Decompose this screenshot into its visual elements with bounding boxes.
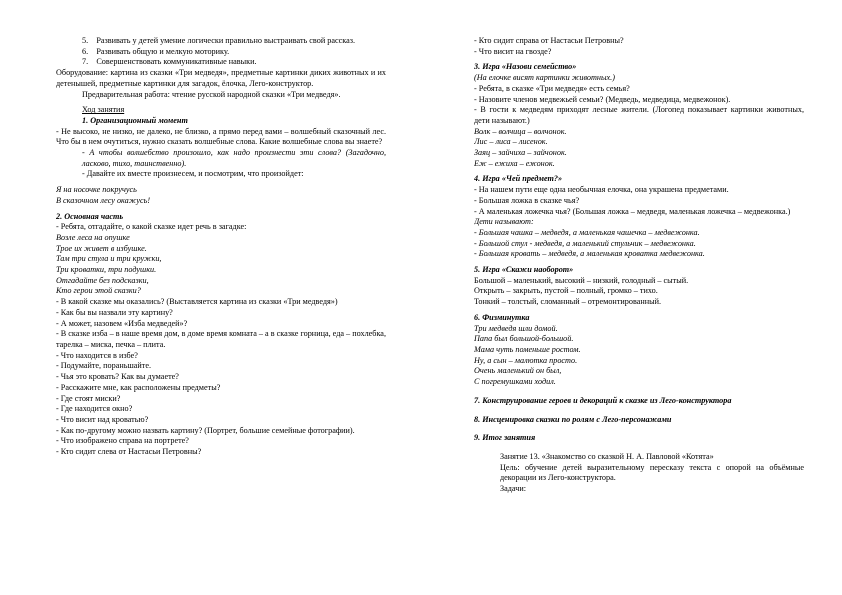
question-line: - Большая ложка в сказке чья?	[474, 195, 580, 205]
opposite-line: Большой – маленький, высокий – низкий, голодный – сытый.	[474, 275, 689, 285]
paragraph: - В какой сказке мы оказались? (Выставляется картина из сказки «Три медведя»)	[56, 297, 338, 307]
paragraph: - А чтобы волшебство произошло, как надо произнести эти слова? (Загадочно, ласково, тихо, таинственно).	[82, 148, 386, 168]
paragraph: - Ребята, отгадайте, о какой сказке идет речь в загадке:	[56, 222, 247, 232]
list-item: 6. Развивать общую и мелкую моторику.	[82, 46, 230, 56]
spell-line: Я на носочке покручусь	[56, 185, 137, 195]
note-line: (На елочке висят картинки животных.)	[474, 73, 615, 83]
riddle-line: Три кроватки, три подушки.	[56, 265, 157, 275]
item-line: - Большая кровать – медведя, а маленькая кроватка медвежонка.	[474, 249, 705, 259]
section-heading: 4. Игра «Чей предмет?»	[474, 174, 563, 184]
paragraph: - Давайте их вместе произнесем, и посмотрим, что произойдет:	[82, 169, 304, 179]
item-line: - Большой стул - медведя, а маленький стульчик – медвежонка.	[474, 238, 696, 248]
question-line: - А может, назовем «Изба медведей»?	[56, 318, 188, 328]
section-heading: 6. Физминутка	[474, 312, 530, 322]
paragraph: - Не высоко, не низко, не далеко, не близко, а прямо перед вами – волшебный сказочный лес. Что бы в нем очутиться, нужно сказать волшебные слова. Какие волшебные слова вы знаете?	[56, 126, 386, 147]
question-line: - Ребята, в сказке «Три медведя» есть семья?	[474, 83, 630, 93]
lesson-heading: Занятие 13. «Знакомство со сказкой Н. А. Павловой «Котята»	[500, 451, 714, 461]
lesson-heading: Ход занятия	[82, 105, 125, 115]
opposite-line: Открыть – закрыть, пустой – полный, громко – тихо.	[474, 286, 658, 296]
riddle-line: Там три стула и три кружки,	[56, 254, 162, 264]
poem-line: Ну, а сын – малютка просто.	[474, 355, 578, 365]
item-line: - Большая чашка – медведя, а маленькая чашечка – медвежонка.	[474, 227, 700, 237]
section-heading: 2. Основная часть	[56, 211, 124, 221]
animal-line: Лис – лиса – лисенок.	[474, 137, 548, 147]
animal-line: Заяц – зайчиха – зайчонок.	[474, 148, 567, 158]
question-line: - Кто сидит справа от Настасьи Петровны?	[474, 36, 624, 45]
question-line: - Где находится окно?	[56, 404, 133, 414]
equipment-paragraph: Оборудование: картина из сказки «Три медведя», предметные картинки диких животных и их детенышей, предметные картинки для загадок, ёлочка, Лего-конструктор.	[56, 68, 386, 88]
question-line: - Подумайте, пораньшайте.	[56, 361, 152, 371]
question-line: - Что находится в избе?	[56, 350, 138, 360]
animal-line: Волк – волчица – волчонок.	[474, 126, 567, 136]
section-heading: 3. Игра «Назови семейство»	[474, 62, 577, 72]
right-column	[474, 36, 804, 495]
tasks-heading: Задачи:	[500, 484, 526, 494]
left-column	[56, 36, 386, 458]
poem-line: Три медведя шли домой.	[474, 323, 558, 333]
goal-paragraph: Цель: обучение детей выразительному пересказу текста с опорой на объёмные декорации из Лего-конструктора.	[500, 462, 804, 483]
note-line: Дети называют:	[474, 217, 534, 227]
question-line: - Где стоят миски?	[56, 393, 121, 403]
question-line: - Назовите членов медвежьей семьи? (Медведь, медведица, медвежонок).	[474, 94, 731, 104]
paragraph: - На нашем пути еще одна необычная елочка, она украшена предметами.	[474, 185, 729, 195]
riddle-line: Отгадайте без подсказки,	[56, 275, 149, 285]
question-line: - Что висит над кроватью?	[56, 414, 149, 424]
poem-line: Мама чуть поменьше ростом.	[474, 344, 581, 354]
riddle-line: Кто герои этой сказки?	[56, 286, 141, 296]
list-item: 7. Совершенствовать коммуникативные навыки.	[82, 57, 257, 67]
prep-paragraph: Предварительная работа: чтение русской народной сказки «Три медведя».	[82, 89, 341, 99]
poem-line: С погремушками ходил.	[474, 377, 556, 387]
question-line: - Кто сидит слева от Настасьи Петровны?	[56, 447, 202, 457]
poem-line: Папа был большой-большой.	[474, 334, 574, 344]
question-line: - Как бы вы назвали эту картину?	[56, 307, 173, 317]
riddle-line: Возле леса на опушке	[56, 232, 130, 242]
opposite-line: Тонкий – толстый, сломанный – отремонтированный.	[474, 297, 662, 307]
poem-line: Очень маленький он был,	[474, 366, 562, 376]
list-item: 5. Развивать у детей умение логически правильно выстраивать свой рассказ.	[82, 36, 356, 45]
spell-line: В сказочном лесу окажусь!	[56, 195, 151, 205]
section-heading: 8. Инсценировка сказки по ролям с Лего-персонажами	[474, 414, 672, 424]
riddle-line: Трое их живет в избушке.	[56, 243, 147, 253]
section-heading: 5. Игра «Скажи наоборот»	[474, 265, 574, 275]
paragraph: - В сказке изба – в наше время дом, в доме время комната – а в сказке горница, еда – похлебка, тарелка – миска, печка – плита.	[56, 329, 386, 349]
question-line: - Что висит на гвозде?	[474, 46, 552, 56]
section-heading: 7. Конструирование героев и декораций к сказке из Лего-конструктора	[474, 395, 732, 405]
question-line: - Чья это кровать? Как вы думаете?	[56, 372, 179, 382]
section-heading: 1. Организационный момент	[82, 115, 188, 125]
question-line: - Что изображено справа на портрете?	[56, 436, 189, 446]
question-line: - Расскажите мне, как расположены предметы?	[56, 382, 221, 392]
paragraph: - А маленькая ложечка чья? (Большая ложка – медведя, маленькая ложечка – медвежонка.)	[474, 206, 791, 216]
section-heading: 9. Итог занятия	[474, 433, 536, 443]
paragraph: - Как по-другому можно назвать картину? (Портрет, большие семейные фотографии).	[56, 425, 355, 435]
paragraph: - В гости к медведям приходят лесные жители. (Логопед показывает картинки животных, дети называют.)	[474, 105, 804, 125]
animal-line: Еж – ежиха – ежонок.	[474, 158, 555, 168]
